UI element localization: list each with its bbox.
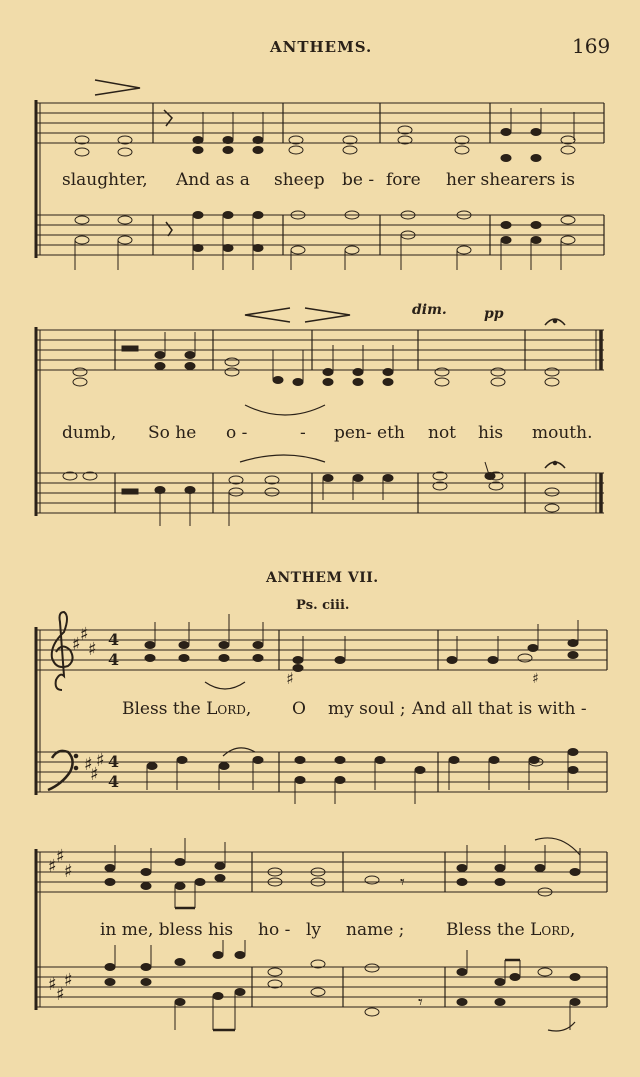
svg-text:♯: ♯	[88, 639, 97, 660]
svg-text:♯: ♯	[64, 970, 73, 991]
lyric-s3-4: And all that is with -	[412, 699, 587, 719]
lyric-s2-4: -	[300, 423, 306, 443]
staff-1-bass	[36, 215, 604, 255]
lyric-s2-2: So he	[148, 423, 197, 443]
svg-text:♯: ♯	[90, 764, 99, 785]
svg-text:𝄾: 𝄾	[418, 992, 423, 1013]
svg-text:♯: ♯	[56, 846, 65, 867]
lyric-s2-6: not	[428, 423, 457, 443]
svg-text:♯: ♯	[286, 669, 294, 688]
dynamic-dim: dim.	[412, 302, 447, 318]
svg-text:𝄾: 𝄾	[400, 872, 405, 893]
svg-text:♯: ♯	[48, 974, 57, 995]
lyric-s4-5a: Bless the	[446, 920, 525, 940]
svg-text:♯: ♯	[72, 634, 81, 655]
lyric-s4-4: name ;	[346, 920, 405, 940]
svg-text:♯: ♯	[80, 624, 89, 645]
lyric-s2-3: o -	[226, 423, 248, 443]
staff-3-treble	[36, 630, 607, 670]
dynamic-pp: pp	[484, 306, 504, 322]
lyric-s4-lord: Lord,	[530, 920, 576, 940]
svg-text:♯: ♯	[56, 984, 65, 1005]
svg-text:4: 4	[108, 772, 120, 791]
lyric-s4-5	[446, 920, 575, 940]
staff-2-bass	[36, 473, 604, 513]
staff-2-treble	[36, 330, 604, 370]
lyric-s2-8: mouth.	[532, 423, 593, 443]
lyric-s4-2: ho -	[258, 920, 291, 940]
running-title: ANTHEMS.	[270, 38, 373, 56]
lyric-s3-3: my soul ;	[328, 699, 406, 719]
lyric-s3-lord: Lord,	[206, 699, 252, 719]
svg-text:♯: ♯	[48, 856, 57, 877]
lyric-s1-6: her shearers is	[446, 170, 576, 190]
lyric-s2-5: pen- eth	[334, 423, 405, 443]
svg-text:♯: ♯	[532, 671, 539, 687]
lyric-s4-3: ly	[306, 920, 322, 940]
lyric-s3-1	[122, 699, 251, 719]
svg-text:4: 4	[108, 650, 120, 669]
lyric-s2-7: his	[478, 423, 504, 443]
lyric-s3-2: O	[292, 699, 306, 719]
svg-text:♯: ♯	[64, 861, 73, 882]
lyric-s3-1a: Bless the	[122, 699, 201, 719]
staff-4-bass	[36, 967, 607, 1007]
page-number: 169	[572, 34, 611, 58]
svg-text:4: 4	[108, 630, 120, 649]
svg-text:4: 4	[108, 752, 120, 771]
lyric-s1-4: be -	[342, 170, 375, 190]
lyric-s1-1: slaughter,	[62, 170, 148, 190]
lyric-s1-5: fore	[386, 170, 421, 190]
svg-text:♯: ♯	[96, 750, 105, 771]
psalm-reference: Ps. ciii.	[296, 598, 350, 613]
staff-3-bass	[36, 752, 607, 792]
svg-text:♯: ♯	[84, 754, 93, 775]
lyric-s2-1: dumb,	[62, 423, 117, 443]
anthem-title: ANTHEM VII.	[266, 570, 379, 586]
lyric-s4-1: in me, bless his	[100, 920, 234, 940]
lyric-s1-2: And as a	[176, 170, 250, 190]
lyric-s1-3: sheep	[274, 170, 325, 190]
